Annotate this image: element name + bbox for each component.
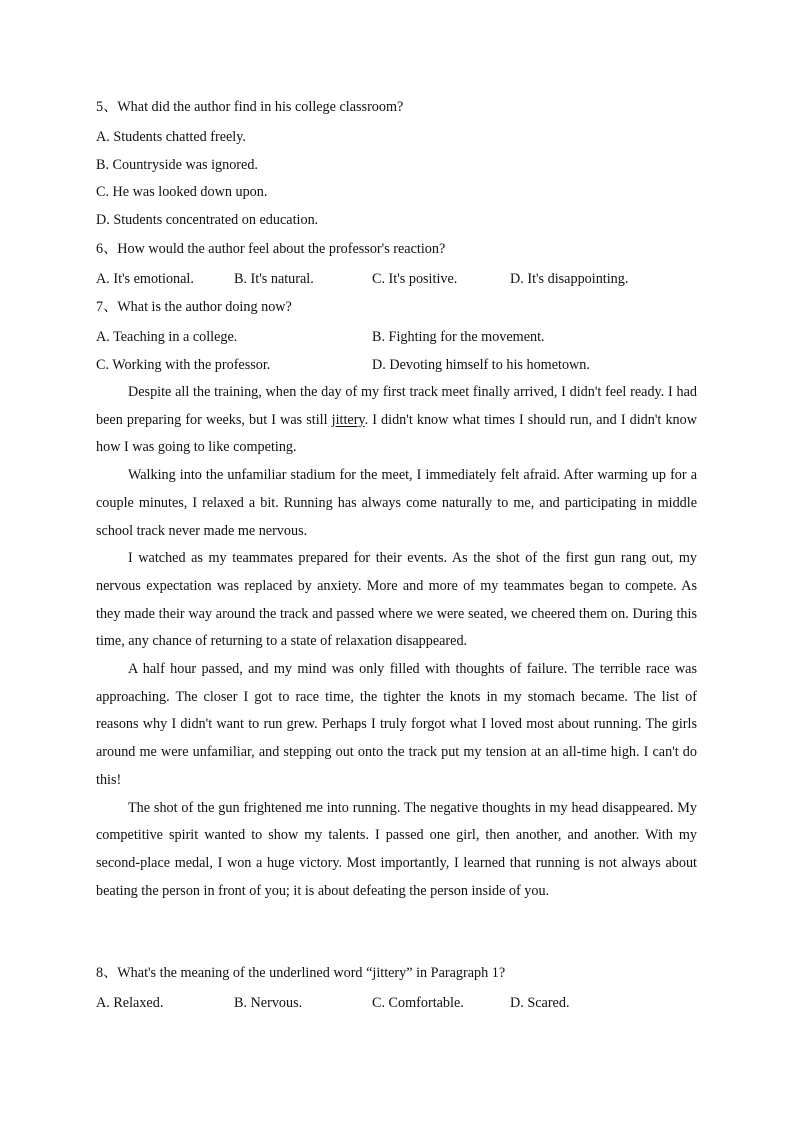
q5-option-b: B. Countryside was ignored.: [96, 157, 258, 173]
q7-option-c: C. Working with the professor.: [96, 357, 271, 373]
paragraph-1: Despite all the training, when the day of my first track meet finally arrived, I didn't feel ready. I had been preparing for weeks, but I was still jittery. I didn't know what times I should run, and I didn't know how I was going to like competing.: [96, 384, 697, 456]
question-7: 7、What is the author doing now?: [96, 299, 292, 315]
q5-option-c: C. He was looked down upon.: [96, 184, 268, 200]
paragraph-2: Walking into the unfamiliar stadium for the meet, I immediately felt afraid. After warming up for a couple minutes, I relaxed a bit. Running has always come naturally to me, and participating in middle school track never made me nervous.: [96, 467, 697, 539]
question-8: 8、What's the meaning of the underlined word “jittery” in Paragraph 1?: [96, 965, 506, 981]
q6-option-c: C. It's positive.: [372, 271, 458, 287]
q7-option-d: D. Devoting himself to his hometown.: [372, 357, 590, 373]
question-6: 6、How would the author feel about the professor's reaction?: [96, 241, 446, 257]
q6-option-a: A. It's emotional.: [96, 271, 194, 287]
paragraph-4: A half hour passed, and my mind was only filled with thoughts of failure. The terrible race was approaching. The closer I got to race time, the tighter the knots in my stomach became. The list of reasons why I didn't want to run grew. Perhaps I truly forgot what I loved most about running. The girls around me were unfamiliar, and stepping out onto the track put my tension at an all-time high. I can't do this!: [96, 661, 697, 788]
q8-option-a: A. Relaxed.: [96, 995, 164, 1011]
q5-option-a: A. Students chatted freely.: [96, 129, 246, 145]
q6-option-b: B. It's natural.: [234, 271, 314, 287]
underlined-word: jittery: [331, 411, 365, 428]
q7-option-a: A. Teaching in a college.: [96, 329, 238, 345]
question-5: 5、What did the author find in his college classroom?: [96, 99, 404, 115]
q7-option-b: B. Fighting for the movement.: [372, 329, 545, 345]
paragraph-3: I watched as my teammates prepared for their events. As the shot of the first gun rang out, my nervous expectation was replaced by anxiety. More and more of my teammates began to compete. As they made their way around the track and passed where we were seated, we cheered them on. During this time, any chance of returning to a state of relaxation disappeared.: [96, 550, 697, 650]
q8-option-b: B. Nervous.: [234, 995, 303, 1011]
q8-option-c: C. Comfortable.: [372, 995, 464, 1011]
q5-option-d: D. Students concentrated on education.: [96, 212, 319, 228]
reading-passage: [96, 379, 697, 905]
q6-option-d: D. It's disappointing.: [510, 271, 629, 287]
paragraph-5: The shot of the gun frightened me into running. The negative thoughts in my head disappeared. My competitive spirit wanted to show my talents. I passed one girl, then another, and another. With my second-place medal, I won a huge victory. Most importantly, I learned that running is not always about beating the person in front of you; it is about defeating the person inside of you.: [96, 799, 697, 899]
q8-option-d: D. Scared.: [510, 995, 570, 1011]
